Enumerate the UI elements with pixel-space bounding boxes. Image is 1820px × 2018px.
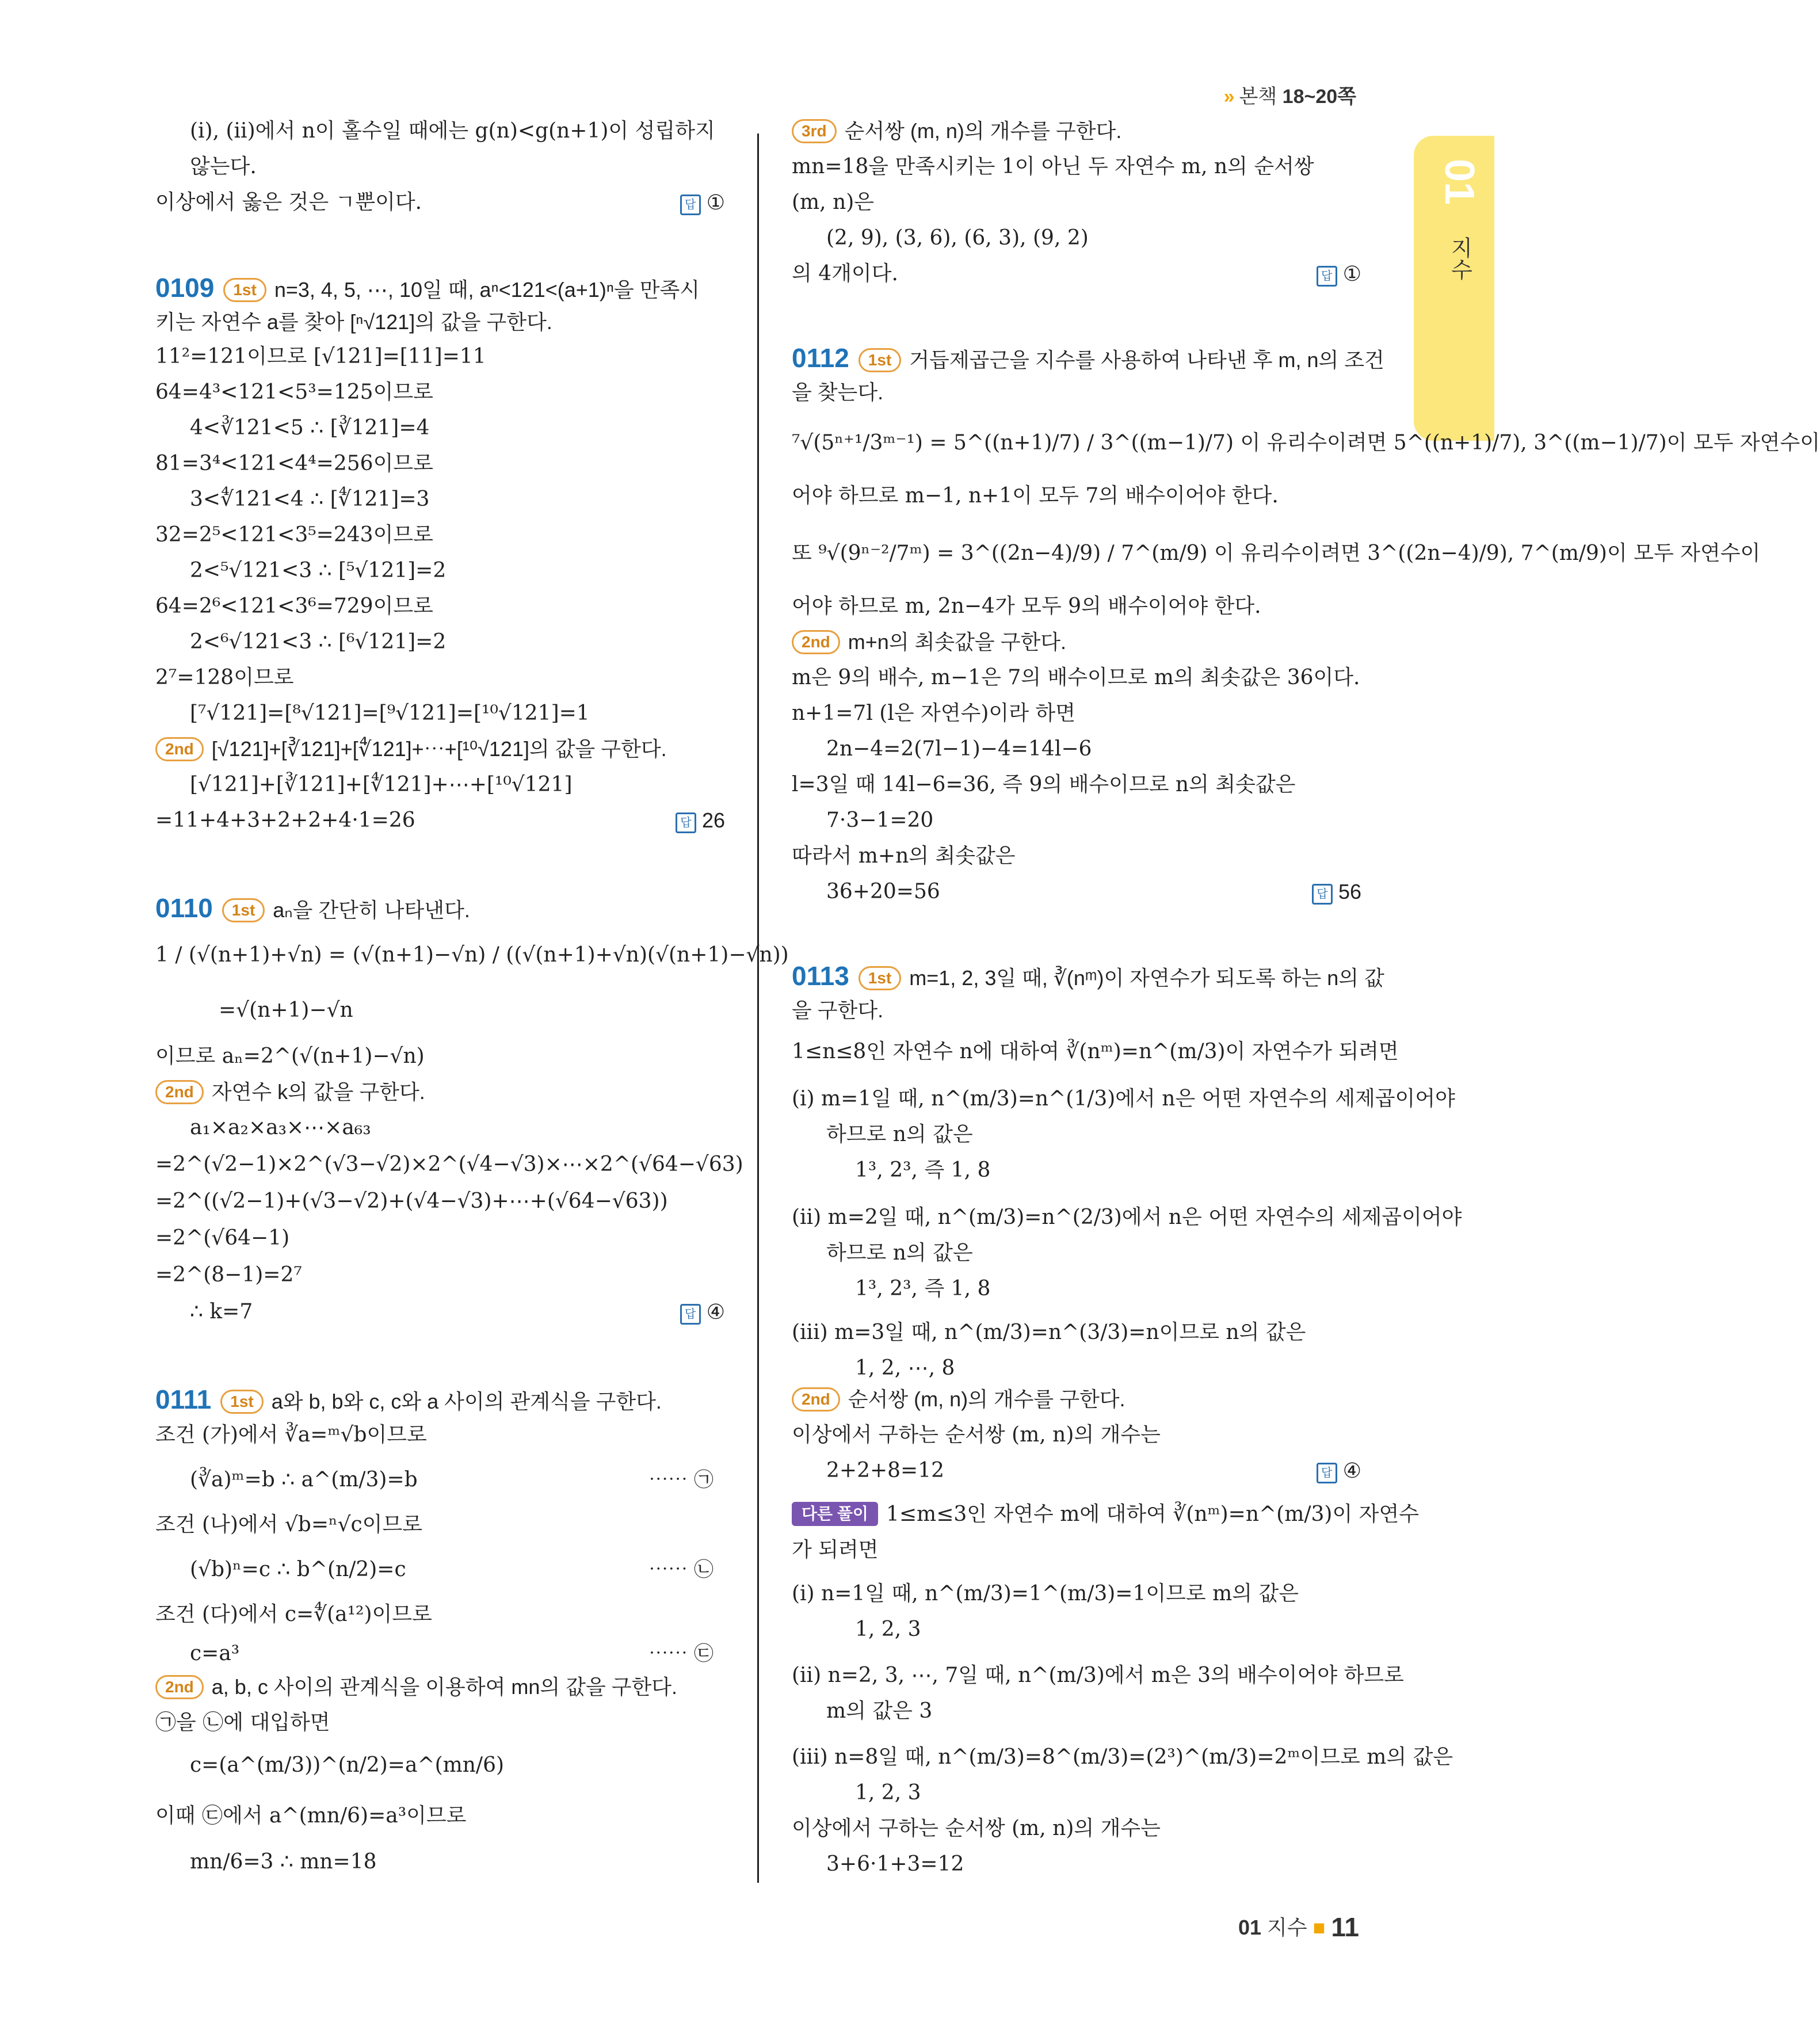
solution-line [155,1224,289,1252]
line-text: =2^((√2−1)+(√3−√2)+(√4−√3)+⋯+(√64−√63)) [155,1189,668,1213]
solution-line [190,1466,418,1494]
line-text: 을 구한다. [792,998,884,1022]
line-text: 2n−4=2(7l−1)−4=14l−6 [826,737,1092,761]
solution-line [190,771,573,799]
step-badge: 2nd [155,737,204,761]
line-text: ⁷√(5ⁿ⁺¹/3ᵐ⁻¹) = 5^((n+1)/7) / 3^((m−1)/7) 이 유리수이려면 5^((n+1)/7), 3^((m−1)/7)이 모두 자연수이 [792,431,1820,455]
line-text: =√(n+1)−√n [219,998,353,1022]
solution-line [792,664,1360,692]
solution-line [792,1815,1161,1842]
solution-line [792,997,883,1024]
solution-line [155,1709,330,1737]
solution-line [792,1421,1161,1449]
solution-line [190,414,429,442]
line-text: a와 b, b와 c, c와 a 사이의 관계식을 구한다. [271,1390,662,1413]
line-text: m은 9의 배수, m−1은 7의 배수이므로 m의 최솟값은 36이다. [792,666,1360,689]
solution-line [155,1043,425,1070]
line-text: 따라서 m+n의 최솟값은 [792,844,1016,868]
solution-line [792,482,1279,510]
line-text: (m, n)은 [792,190,875,214]
answer-icon: 답 [680,1304,701,1325]
problem-header [155,274,700,304]
solution-line [155,1601,432,1628]
answer-marker [1317,260,1361,288]
line-text: n+1=7l (l은 자연수)이라 하면 [792,701,1075,725]
line-text: 1, 2, ⋯, 8 [855,1356,955,1380]
line-text: 1, 2, 3 [855,1781,921,1805]
step-badge: 2nd [155,1080,204,1104]
answer-value: ④ [1342,1459,1361,1482]
line-text: 2+2+8=12 [826,1459,945,1482]
solution-line [190,1640,239,1668]
solution-line [155,308,552,336]
solution-line [792,1038,1399,1066]
page-reference-pages: 18~20쪽 [1282,86,1356,108]
problem-number: 0109 [155,273,215,303]
solution-line [792,260,898,288]
solution-line [155,941,789,969]
footer-chapter-number: 01 [1238,1916,1262,1939]
line-text: 1³, 2³, 즉 1, 8 [855,1158,991,1182]
solution-line [792,842,1016,870]
column-divider [757,133,759,1883]
line-text: 이상에서 구하는 순서쌍 (m, n)의 개수는 [792,1817,1161,1840]
chapter-tab [1414,136,1494,441]
line-text: 2<⁶√121<3 ∴ [⁶√121]=2 [190,630,447,654]
solution-line [792,1319,1306,1346]
problem-number: 0111 [155,1384,212,1414]
solution-line [190,1848,377,1876]
problem-number: 0113 [792,961,849,991]
line-text: 조건 (가)에서 ∛a=ᵐ√b이므로 [155,1423,427,1447]
line-text: 이므로 aₙ=2^(√(n+1)−√n) [155,1044,425,1068]
line-text: 11²=121이므로 [√121]=[11]=11 [155,345,486,368]
solution-line [190,1298,253,1326]
solution-line [792,540,1760,567]
line-text: 않는다. [190,155,257,178]
line-text: 1≤n≤8인 자연수 n에 대하여 ∛(nᵐ)=n^(m/3)이 자연수가 되려면 [792,1040,1399,1063]
chapter-tab-name: 지수 [1447,236,1471,280]
solution-line [792,189,874,216]
line-text: 이상에서 옳은 것은 ㄱ뿐이다. [155,190,422,214]
solution-line [155,1078,425,1106]
line-text: mn=18을 만족시키는 1이 아닌 두 자연수 m, n의 순서쌍 [792,155,1314,178]
line-text: 키는 자연수 a를 찾아 [ⁿ√121]의 값을 구한다. [155,310,552,334]
line-text: 1 / (√(n+1)+√n) = (√(n+1)−√n) / ((√(n+1)+√n)(√(n+1)−√n)) [155,943,789,967]
solution-line [792,117,1121,145]
line-text: 1, 2, 3 [855,1618,921,1641]
solution-line [792,1744,1453,1771]
solution-line [792,1536,879,1564]
answer-value: 56 [1338,880,1361,903]
solution-line [792,379,883,406]
line-text: l=3일 때 14l−6=36, 즉 9의 배수이므로 n의 최솟값은 [792,773,1296,796]
line-text: 순서쌍 (m, n)의 개수를 구한다. [848,1387,1125,1411]
line-text: =2^(8−1)=2⁷ [155,1263,302,1287]
solution-line [155,664,294,692]
page-footer [1238,1912,1359,1943]
line-text: 의 4개이다. [792,262,898,285]
answer-value: ① [1342,262,1361,285]
answer-value: ① [706,190,725,214]
line-text: (ii) n=2, 3, ⋯, 7일 때, n^(m/3)에서 m은 3의 배수이어야 하므로 [792,1664,1404,1687]
square-icon: ■ [1312,1916,1326,1939]
answer-icon: 답 [1317,1463,1337,1483]
solution-line [792,429,1820,457]
solution-line [190,117,715,145]
step-badge: 1st [859,348,901,372]
step-badge: 1st [220,1390,263,1414]
solution-line [792,1662,1404,1689]
answer-icon: 답 [676,812,696,833]
solution-line [826,878,940,906]
line-text: 을 찾는다. [792,380,884,404]
solution-line [190,1114,371,1142]
solution-line [792,700,1075,727]
line-text: (i) m=1일 때, n^(m/3)=n^(1/3)에서 n은 어떤 자연수의 세제곱이어야 [792,1087,1455,1111]
chapter-tab-number: 01 [1436,159,1482,205]
step-badge: 1st [859,966,901,990]
line-text: 1≤m≤3인 자연수 m에 대하여 ∛(nᵐ)=n^(m/3)이 자연수 [886,1502,1419,1526]
solution-line [855,1157,990,1184]
line-text: 하므로 n의 값은 [826,1241,973,1265]
line-text: (i), (ii)에서 n이 홀수일 때에는 g(n)<g(n+1)이 성립하지 [190,119,715,143]
problem-header [792,962,1384,992]
solution-line [155,343,486,371]
solution-line [190,153,257,181]
line-text: 이때 ㉢에서 a^(mn/6)=a³이므로 [155,1804,467,1828]
line-text: (i) n=1일 때, n^(m/3)=1^(m/3)=1이므로 m의 값은 [792,1582,1299,1605]
solution-line [155,1421,427,1449]
line-text: 가 되려면 [792,1538,879,1562]
line-text: 순서쌍 (m, n)의 개수를 구한다. [844,119,1122,143]
solution-line [190,557,446,585]
line-text: (∛a)ᵐ=b ∴ a^(m/3)=b [190,1468,418,1491]
solution-line [855,1616,921,1643]
solution-line [155,593,433,620]
problem-number: 0112 [792,343,849,373]
solution-line [826,1697,932,1725]
answer-value: ④ [706,1300,725,1323]
line-text: 64=2⁶<121<3⁶=729이므로 [155,594,433,618]
solution-line [155,735,667,763]
line-text: 이상에서 구하는 순서쌍 (m, n)의 개수는 [792,1423,1161,1447]
solution-line [792,593,1261,620]
line-text: c=(a^(m/3))^(n/2)=a^(mn/6) [190,1753,505,1777]
line-text: 2⁷=128이므로 [155,666,294,689]
equation-label: ⋯⋯ ㉠ [648,1468,713,1491]
solution-line [155,1673,677,1701]
line-text: 32=2⁵<121<3⁵=243이므로 [155,523,433,547]
answer-icon: 답 [1312,884,1333,905]
line-text: m+n의 최솟값을 구한다. [848,630,1067,654]
step-badge: 2nd [155,1675,204,1699]
step-badge: 2nd [792,1387,840,1412]
solution-line [190,486,429,513]
problem-header [155,1386,662,1416]
solution-line [155,1151,743,1178]
page-number: 11 [1331,1912,1359,1942]
answer-icon: 답 [1317,266,1337,287]
solution-line [792,1386,1125,1413]
answer-marker [1317,1457,1361,1485]
solution-line [190,1556,406,1584]
solution-line [826,1851,964,1878]
line-text: [√121]+[∛121]+[∜121]+⋯+[¹⁰√121] [190,773,573,796]
step-badge: 다른 풀이 [792,1502,878,1526]
line-text: n=3, 4, 5, ⋯, 10일 때, aⁿ<121<(a+1)ⁿ을 만족시 [274,278,700,302]
solution-line [190,1752,504,1779]
line-text: m=1, 2, 3일 때, ∛(nᵐ)이 자연수가 되도록 하는 n의 값 [909,966,1384,990]
problem-number: 0110 [155,893,213,923]
line-text: c=a³ [190,1642,240,1665]
solution-line [826,224,1089,252]
solution-line [826,735,1092,763]
line-text: 1³, 2³, 즉 1, 8 [855,1277,991,1300]
problem-header [155,894,470,924]
page-reference [1224,81,1356,109]
solution-line [155,807,415,834]
answer-value: 26 [701,808,725,832]
equation-label: ⋯⋯ ㉡ [648,1558,713,1581]
solution-line [190,700,590,727]
line-text: mn/6=3 ∴ mn=18 [190,1850,377,1874]
line-text: (iii) n=8일 때, n^(m/3)=8^(m/3)=(2³)^(m/3)=2ᵐ이므로 m의 값은 [792,1745,1453,1769]
line-text: 64=4³<121<5³=125이므로 [155,380,433,404]
step-badge: 1st [222,898,265,922]
solution-line [792,1501,1419,1528]
step-badge: 3rd [792,119,837,143]
answer-marker [676,807,725,834]
solution-line [826,1121,973,1149]
line-text: [⁷√121]=[⁸√121]=[⁹√121]=[¹⁰√121]=1 [190,701,590,725]
line-text: 하므로 n의 값은 [826,1123,973,1146]
answer-icon: 답 [680,194,701,215]
line-text: 3<∜121<4 ∴ [∜121]=3 [190,487,430,511]
line-text: m의 값은 3 [826,1699,933,1723]
line-text: 2<⁵√121<3 ∴ [⁵√121]=2 [190,559,447,582]
problem-header [792,344,1384,374]
answer-marker [680,189,725,216]
solution-line [155,521,433,549]
line-text: (√b)ⁿ=c ∴ b^(n/2)=c [190,1558,406,1581]
solution-line [792,153,1314,181]
solution-line [190,628,446,656]
solution-line [792,628,1066,656]
solution-line [855,1275,990,1303]
line-text: 자연수 k의 값을 구한다. [211,1080,425,1104]
solution-line [155,379,433,406]
double-chevron-icon: » [1223,86,1235,108]
answer-marker [680,1298,725,1326]
line-text: 조건 (나)에서 √b=ⁿ√c이므로 [155,1513,423,1536]
answer-marker [1312,878,1361,906]
line-text: (2, 9), (3, 6), (6, 3), (9, 2) [826,226,1089,250]
line-text: (ii) m=2일 때, n^(m/3)=n^(2/3)에서 n은 어떤 자연수의 세제곱이어야 [792,1206,1462,1229]
line-text: a₁×a₂×a₃×⋯×a₆₃ [190,1116,371,1139]
step-badge: 2nd [792,630,840,654]
line-text: 36+20=56 [826,880,940,903]
solution-line [155,189,422,216]
solution-line [855,1779,921,1807]
solution-line [855,1355,955,1382]
solution-line [155,1802,466,1830]
page-reference-prefix: 본책 [1239,86,1277,108]
line-text: =2^(√64−1) [155,1226,290,1250]
line-text: ∴ k=7 [190,1300,253,1323]
solution-line [155,450,433,478]
line-text: 어야 하므로 m, 2n−4가 모두 9의 배수이어야 한다. [792,594,1261,618]
line-text: 4<∛121<5 ∴ [∛121]=4 [190,416,430,440]
solution-line [792,1085,1455,1113]
line-text: 3+6·1+3=12 [826,1852,964,1876]
solution-line [792,1204,1462,1231]
solution-line [826,807,933,834]
line-text: aₙ을 간단히 나타낸다. [273,898,470,922]
solution-line [155,1188,668,1215]
line-text: ㉠을 ㉡에 대입하면 [155,1711,330,1734]
solution-line [826,1457,944,1485]
line-text: a, b, c 사이의 관계식을 이용하여 mn의 값을 구한다. [211,1675,678,1699]
line-text: 7·3−1=20 [826,808,934,832]
step-badge: 1st [223,278,266,302]
line-text: 조건 (다)에서 c=∜(a¹²)이므로 [155,1603,432,1626]
equation-label: ⋯⋯ ㉢ [648,1642,713,1665]
line-text: 또 ⁹√(9ⁿ⁻²/7ᵐ) = 3^((2n−4)/9) / 7^(m/9) 이 유리수이려면 3^((2n−4)/9), 7^(m/9)이 모두 자연수이 [792,541,1761,565]
line-text: [√121]+[∛121]+[∜121]+⋯+[¹⁰√121]의 값을 구한다. [211,737,667,761]
solution-line [792,1580,1299,1608]
solution-line [155,1261,302,1289]
line-text: (iii) m=3일 때, n^(m/3)=n^(3/3)=n이므로 n의 값은 [792,1321,1306,1344]
solution-line [826,1239,973,1267]
solution-line [219,997,353,1024]
line-text: =11+4+3+2+2+4·1=26 [155,808,415,832]
footer-chapter-name: 지수 [1267,1916,1307,1939]
line-text: 거듭제곱근을 지수를 사용하여 나타낸 후 m, n의 조건 [909,348,1384,372]
solution-line [155,1511,422,1539]
line-text: 어야 하므로 m−1, n+1이 모두 7의 배수이어야 한다. [792,484,1279,508]
solution-line [792,771,1295,799]
line-text: 81=3⁴<121<4⁴=256이므로 [155,452,433,475]
line-text: =2^(√2−1)×2^(√3−√2)×2^(√4−√3)×⋯×2^(√64−√63) [155,1153,743,1176]
